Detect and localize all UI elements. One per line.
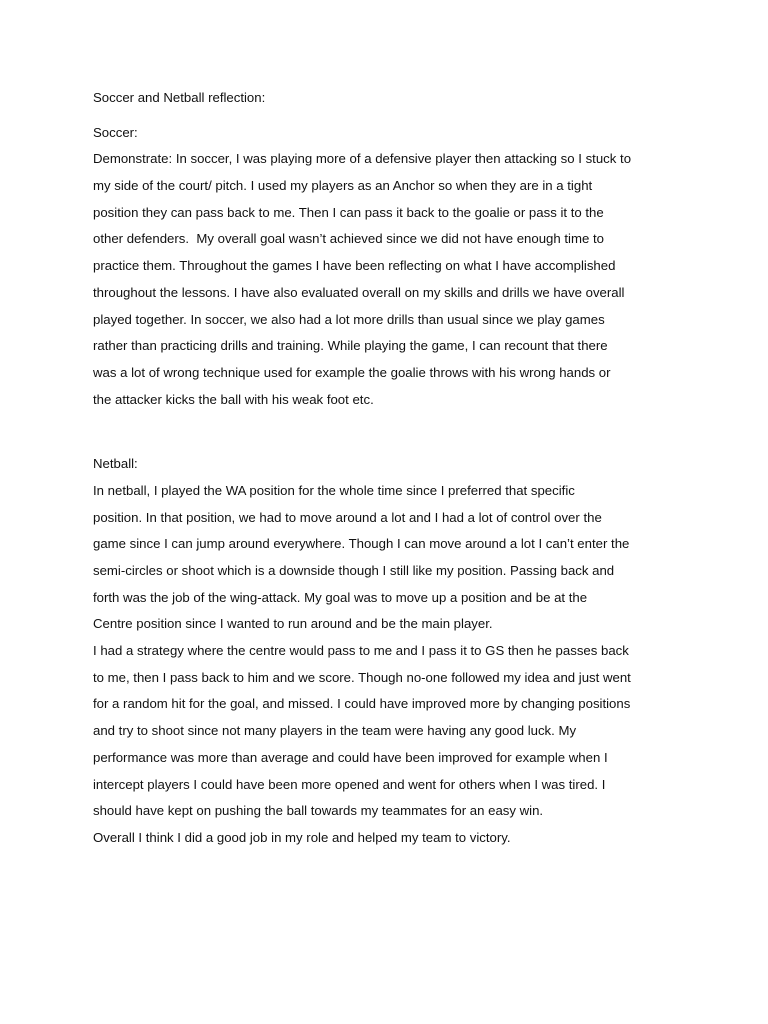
netball-line: Centre position since I wanted to run around and be the main player. — [93, 616, 493, 632]
netball-line: should have kept on pushing the ball towards my teammates for an easy win. — [93, 803, 544, 819]
netball-line: In netball, I played the WA position for the whole time since I preferred that specific — [93, 482, 575, 498]
netball-line: Overall I think I did a good job in my role and helped my team to victory. — [93, 829, 511, 845]
soccer-line: practice them. Throughout the games I have been reflecting on what I have accomplished — [93, 258, 616, 274]
soccer-line: was a lot of wrong technique used for example the goalie throws with his wrong hands or — [93, 364, 611, 380]
spacer — [93, 112, 678, 120]
soccer-line: the attacker kicks the ball with his weak foot etc. — [93, 391, 374, 407]
soccer-line: played together. In soccer, we also had a lot more drills than usual since we play games — [93, 311, 605, 327]
netball-line: I had a strategy where the centre would pass to me and I pass it to GS then he passes back — [93, 643, 629, 659]
soccer-line: rather than practicing drills and training. While playing the game, I can recount that there — [93, 338, 608, 354]
netball-line: position. In that position, we had to move around a lot and I had a lot of control over the — [93, 509, 602, 525]
soccer-paragraph — [93, 146, 678, 413]
soccer-line: throughout the lessons. I have also evaluated overall on my skills and drills we have overall — [93, 284, 625, 300]
netball-line: to me, then I pass back to him and we score. Though no-one followed my idea and just went — [93, 669, 631, 685]
netball-line: performance was more than average and could have been improved for example when I — [93, 749, 608, 765]
soccer-line: my side of the court/ pitch. I used my players as an Anchor so when they are in a tight — [93, 178, 593, 194]
netball-line: semi-circles or shoot which is a downside though I still like my position. Passing back and — [93, 563, 615, 578]
netball-line: for a random hit for the goal, and missed. I could have improved more by changing positions — [93, 696, 631, 712]
netball-line: forth was the job of the wing-attack. My goal was to move up a position and be at the — [93, 589, 588, 605]
netball-line: and try to shoot since not many players in the team were having any good luck. My — [93, 723, 577, 739]
netball-paragraph — [93, 478, 678, 852]
document-title: Soccer and Netball reflection: — [93, 90, 266, 105]
netball-heading: Netball: — [93, 456, 138, 472]
netball-line: intercept players I could have been more opened and went for others when I was tired. I — [93, 776, 606, 792]
netball-line: game since I can jump around everywhere. Though I can move around a lot I can’t enter the — [93, 536, 630, 552]
soccer-heading: Soccer: — [93, 124, 138, 140]
spacer — [93, 413, 678, 451]
soccer-line: other defenders. My overall goal wasn’t achieved since we did not have enough time to — [93, 231, 604, 247]
soccer-line: Demonstrate: In soccer, I was playing more of a defensive player then attacking so I stuck to — [93, 151, 632, 167]
document-body — [93, 85, 678, 852]
soccer-line: position they can pass back to me. Then I can pass it back to the goalie or pass it to the — [93, 204, 604, 220]
